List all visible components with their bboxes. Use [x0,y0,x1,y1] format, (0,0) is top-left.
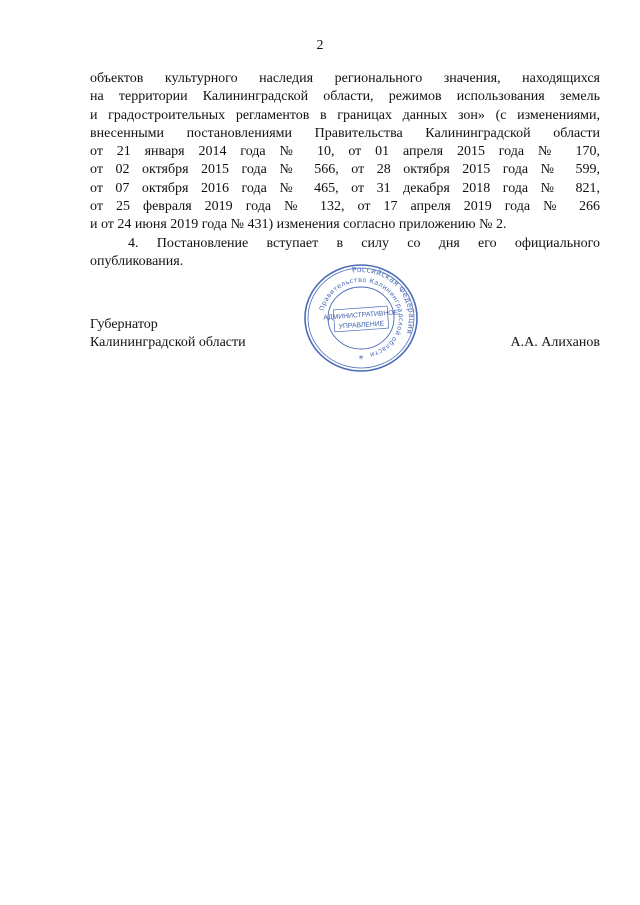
signatory-title-line2: Калининградской области [90,335,246,350]
text-line: объектов культурного наследия регионального значения, находящихся [90,71,600,86]
signatory-title [90,316,246,352]
seal-center-line2: УПРАВЛЕНИЕ [338,320,385,331]
text-line: опубликования. [90,253,184,269]
text-line: от 07 октября 2016 года № 465, от 31 декабря 2018 года № 821, [90,180,600,196]
text-line: внесенными постановлениями Правительства Калининградской области [90,125,600,141]
text-line: и градостроительных регламентов в границах данных зон» (с изменениями, [90,107,600,123]
text-line: и от 24 июня 2019 года № 431) изменения согласно приложению № 2. [90,217,507,233]
text-line: на территории Калининградской области, режимов использования земель [90,89,600,105]
text-line: 4. Постановление вступает в силу со дня его официального [128,235,600,251]
paragraph-3 [90,70,600,235]
seal-outer-text: Российская Федерация [351,264,417,336]
seal-star-icon: * [358,354,364,365]
document-body [90,70,600,271]
signature-block [90,316,600,356]
signatory-title-line1: Губернатор [90,317,158,332]
text-line: от 02 октября 2015 года № 566, от 28 октября 2015 года № 599, [90,162,600,178]
seal-inner-text: Правительство Калининградской области [317,275,406,359]
seal-center-line1: АДМИНИСТРАТИВНОЕ [323,309,399,322]
page-number: 2 [316,38,324,53]
text-line: от 25 февраля 2019 года № 132, от 17 апреля 2019 года № 266 [90,199,600,215]
signatory-name: А.А. Алиханов [510,335,600,350]
text-line: от 21 января 2014 года № 10, от 01 апреля 2015 года № 170, [90,144,600,160]
